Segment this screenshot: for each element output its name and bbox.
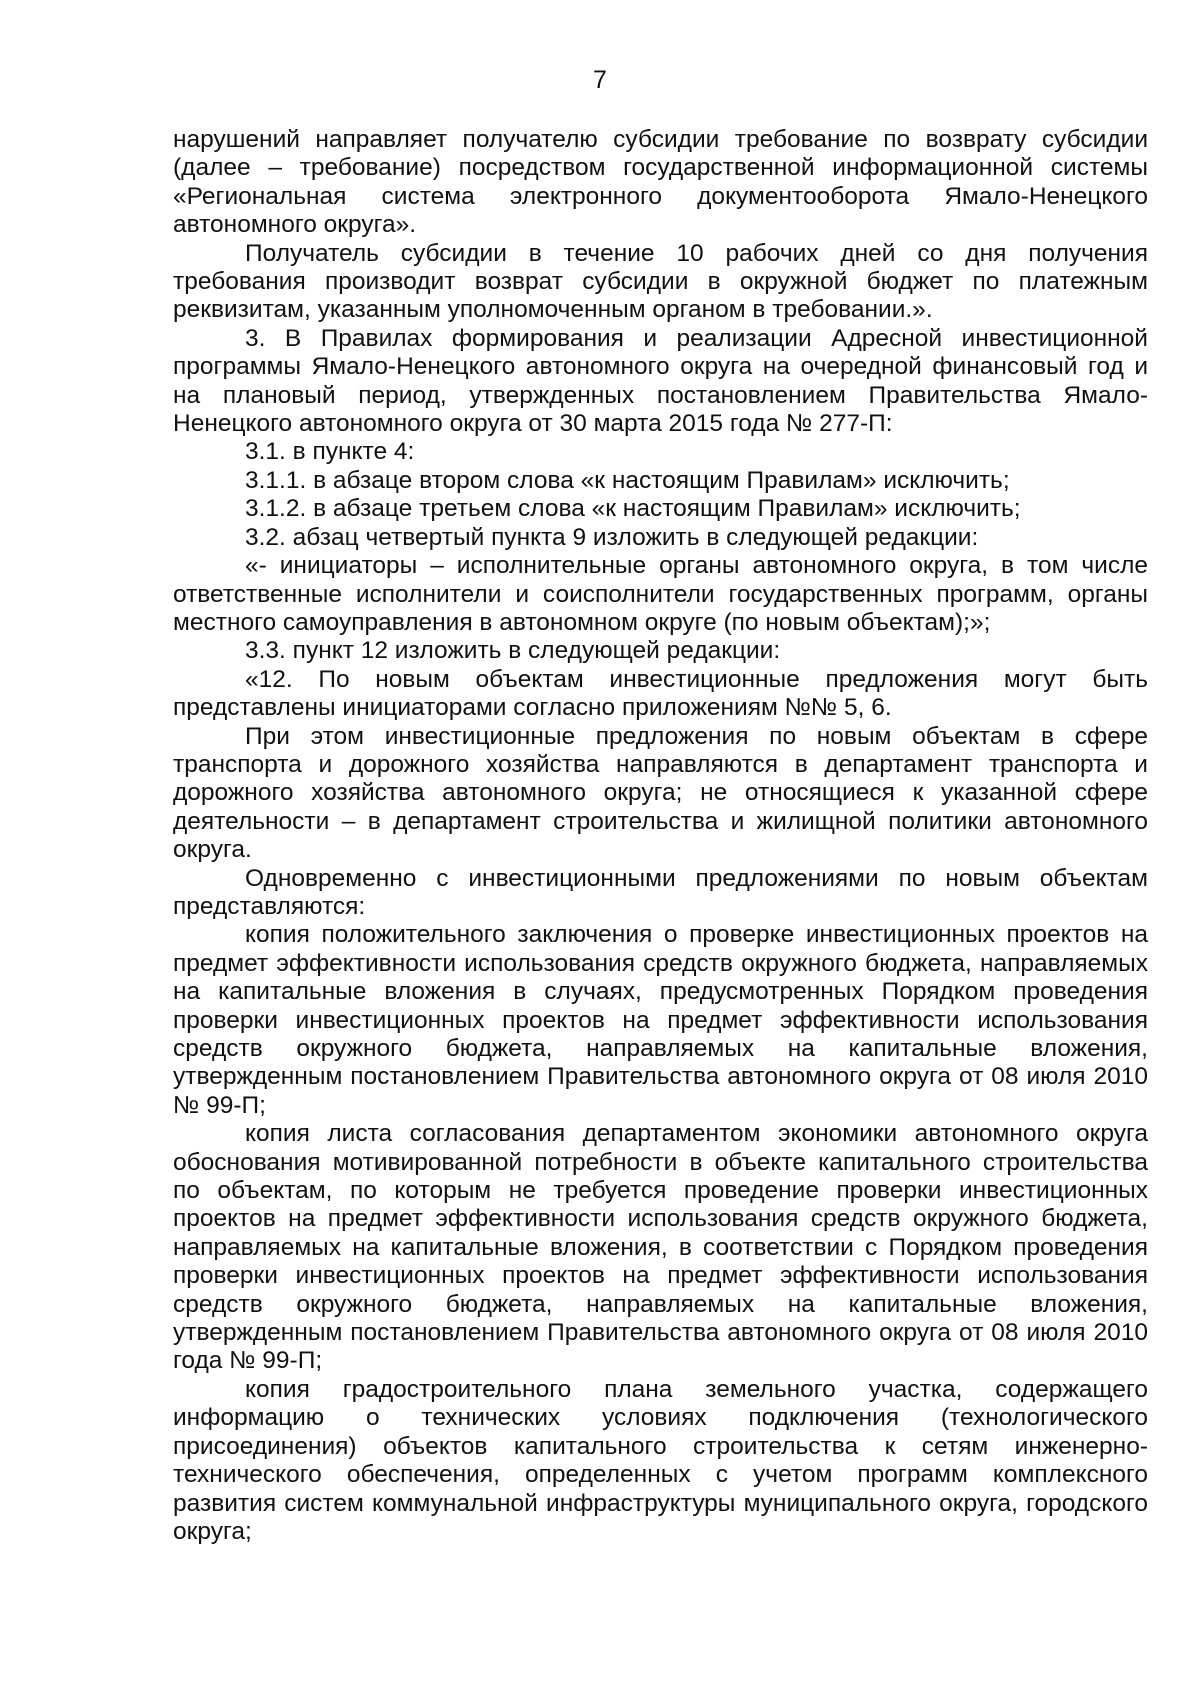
paragraph: Одновременно с инвестиционными предложениями по новым объектам представляются:	[173, 864, 1148, 920]
document-body	[173, 126, 1148, 1546]
paragraph: 3.1.1. в абзаце втором слова «к настоящим Правилам» исключить;	[245, 466, 1010, 494]
paragraph: копия положительного заключения о проверке инвестиционных проектов на предмет эффективности использования средств окружного бюджета, направляемых на капитальные вложения в случаях, предусмотренных Порядком проведения проверки инвестиционных проектов на предмет эффективности использования средств окружного бюджета, направляемых на капитальные вложения, утвержденным постановлением Правительства автономного округа от 08 июля 2010 № 99-П;	[173, 921, 1148, 1119]
paragraph: «- инициаторы – исполнительные органы автономного округа, в том числе ответственные исполнители и соисполнители государственных программ, органы местного самоуправления в автономном округе (по новым объектам);»;	[173, 552, 1148, 636]
paragraph: При этом инвестиционные предложения по новым объектам в сфере транспорта и дорожного хозяйства направляются в департамент транспорта и дорожного хозяйства автономного округа; не относящиеся к указанной сфере деятельности – в департамент строительства и жилищной политики автономного округа.	[173, 722, 1148, 864]
paragraph: 3.1.2. в абзаце третьем слова «к настоящим Правилам» исключить;	[245, 495, 1021, 523]
page-number: 7	[593, 66, 607, 94]
paragraph: 3. В Правилах формирования и реализации Адресной инвестиционной программы Ямало-Ненецкого автономного округа на очередной финансовый год и на плановый период, утвержденных постановлением Правительства Ямало-Ненецкого автономного округа от 30 марта 2015 года № 277-П:	[173, 324, 1148, 438]
paragraph: 3.1. в пункте 4:	[245, 438, 415, 466]
paragraph: копия листа согласования департаментом экономики автономного округа обоснования мотивированной потребности в объекте капитального строительства по объектам, по которым не требуется проведение проверки инвестиционных проектов на предмет эффективности использования средств окружного бюджета, направляемых на капитальные вложения, в соответствии с Порядком проведения проверки инвестиционных проектов на предмет эффективности использования средств окружного бюджета, направляемых на капитальные вложения, утвержденным постановлением Правительства автономного округа от 08 июля 2010 года № 99-П;	[173, 1120, 1148, 1375]
paragraph: 3.3. пункт 12 изложить в следующей редакции:	[245, 637, 781, 665]
paragraph: «12. По новым объектам инвестиционные предложения могут быть представлены инициаторами согласно приложениям №№ 5, 6.	[173, 665, 1148, 722]
paragraph: Получатель субсидии в течение 10 рабочих дней со дня получения требования производит возврат субсидии в окружной бюджет по платежным реквизитам, указанным уполномоченным органом в требовании.».	[173, 239, 1148, 324]
paragraph: 3.2. абзац четвертый пункта 9 изложить в следующей редакции:	[245, 523, 979, 551]
paragraph: нарушений направляет получателю субсидии требование по возврату субсидии (далее – требование) посредством государственной информационной системы «Региональная система электронного документооборота Ямало-Ненецкого автономного округа».	[173, 126, 1148, 239]
paragraph: копия градостроительного плана земельного участка, содержащего информацию о технических условиях подключения (технологического присоединения) объектов капитального строительства к сетям инженерно-технического обеспечения, определенных с учетом программ комплексного развития систем коммунальной инфраструктуры муниципального округа, городского округа;	[173, 1375, 1148, 1545]
